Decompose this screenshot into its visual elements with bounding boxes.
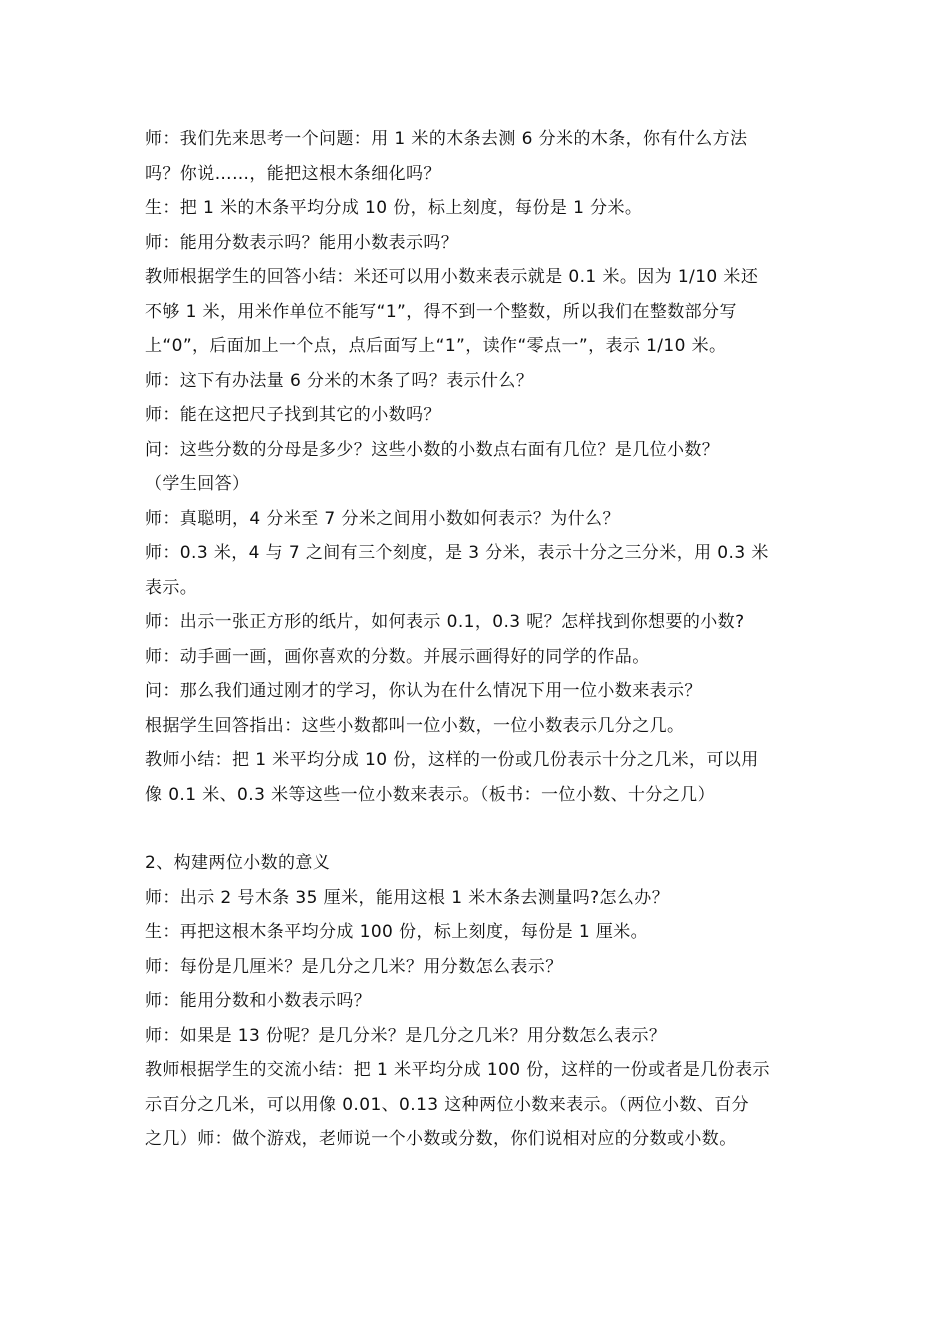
text-line: 师：能在这把尺子找到其它的小数吗？ — [145, 405, 441, 425]
text-line: 吗？你说……，能把这根木条细化吗？ — [145, 163, 441, 184]
text-line: 师：每份是几厘米？是几分之几米？用分数怎么表示？ — [145, 956, 563, 977]
section-heading: 2、构建两位小数的意义 — [145, 853, 331, 873]
text-line: 师：能用分数表示吗？能用小数表示吗？ — [145, 232, 459, 253]
text-line: 师：动手画一画，画你喜欢的分数。并展示画得好的同学的作品。 — [145, 646, 650, 667]
text-line: 师：出示一张正方形的纸片，如何表示 0.1，0.3 呢？怎样找到你想要的小数? — [145, 612, 745, 632]
document-body — [145, 122, 815, 1157]
text-line: 根据学生回答指出：这些小数都叫一位小数，一位小数表示几分之几。 — [145, 715, 685, 736]
text-line: 生：再把这根木条平均分成 100 份，标上刻度，每份是 1 厘米。 — [145, 922, 649, 942]
text-line: 表示。 — [145, 577, 198, 598]
paragraph-spacer — [145, 812, 815, 846]
text-line: 师：我们先来思考一个问题：用 1 米的木条去测 6 分米的木条，你有什么方法 — [145, 129, 748, 149]
text-line: 问：那么我们通过刚才的学习，你认为在什么情况下用一位小数来表示？ — [145, 681, 702, 701]
text-line: 师：真聪明，4 分米至 7 分米之间用小数如何表示？为什么？ — [145, 508, 620, 529]
text-line: 示百分之几米，可以用像 0.01、0.13 这种两位小数来表示。（两位小数、百分 — [145, 1094, 750, 1115]
text-line: 不够 1 米，用米作单位不能写“1”，得不到一个整数，所以我们在整数部分写 — [145, 301, 737, 322]
text-line: 师：0.3 米，4 与 7 之间有三个刻度，是 3 分米，表示十分之三分米，用 0.3 米 — [145, 543, 769, 563]
text-line: 师：如果是 13 份呢？是几分米？是几分之几米？用分数怎么表示？ — [145, 1025, 667, 1046]
text-line: 生：把 1 米的木条平均分成 10 份，标上刻度，每份是 1 分米。 — [145, 198, 643, 218]
text-line: 问：这些分数的分母是多少？这些小数的小数点右面有几位？是几位小数？ — [145, 439, 720, 460]
text-line: 教师根据学生的交流小结：把 1 米平均分成 100 份，这样的一份或者是几份表示 — [145, 1060, 770, 1080]
text-line: 之几）师：做个游戏，老师说一个小数或分数，你们说相对应的分数或小数。 — [145, 1129, 737, 1149]
text-line: 师：这下有办法量 6 分米的木条了吗？表示什么？ — [145, 370, 534, 391]
text-line: 师：出示 2 号木条 35 厘米，能用这根 1 米木条去测量吗?怎么办？ — [145, 887, 670, 908]
text-line: 师：能用分数和小数表示吗？ — [145, 991, 372, 1011]
text-line: 教师根据学生的回答小结：米还可以用小数来表示就是 0.1 米。因为 1/10 米还 — [145, 267, 759, 287]
text-line: 教师小结：把 1 米平均分成 10 份，这样的一份或几份表示十分之几米，可以用 — [145, 750, 759, 770]
text-line: 像 0.1 米、0.3 米等这些一位小数来表示。（板书：一位小数、十分之几） — [145, 784, 715, 805]
text-line: 上“0”，后面加上一个点，点后面写上“1”，读作“零点一”，表示 1/10 米。 — [145, 336, 727, 356]
text-line: （学生回答） — [145, 474, 250, 494]
